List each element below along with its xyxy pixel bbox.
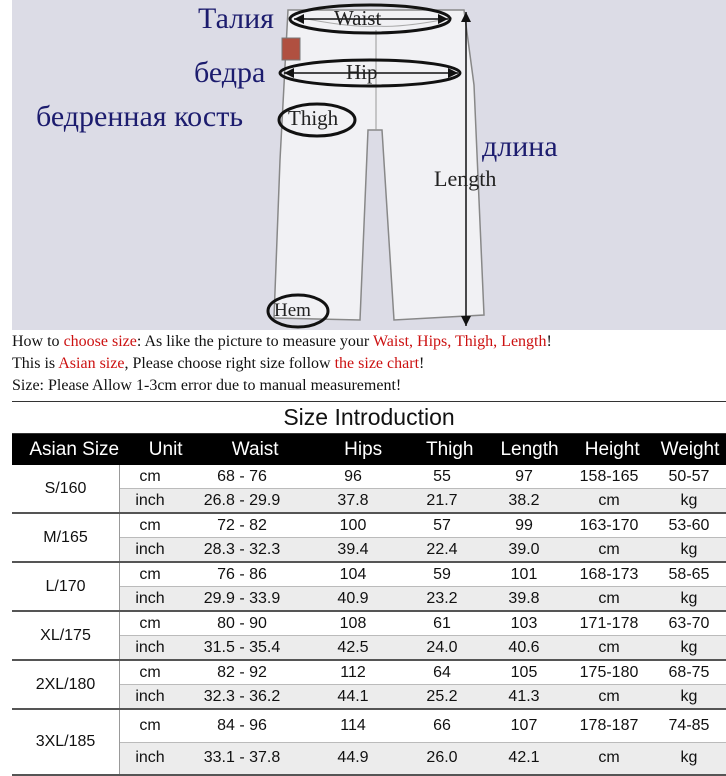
size-group [12, 465, 726, 514]
cell-hips: 100 [339, 516, 367, 534]
table-row [120, 635, 726, 659]
table-row [120, 488, 726, 512]
cell-length: 38.2 [508, 491, 540, 509]
cell-hips: 114 [340, 716, 366, 734]
table-row [120, 537, 726, 561]
cell-weight: kg [680, 540, 698, 558]
cell-weight: 53-60 [668, 516, 710, 534]
cell-thigh: 57 [433, 516, 451, 534]
cell-waist: 82 - 92 [217, 663, 267, 681]
table-header [12, 434, 726, 465]
cell-waist: 26.8 - 29.9 [203, 491, 281, 509]
table-row [120, 465, 726, 488]
cell-hips: 37.8 [337, 491, 369, 509]
header-weight: Weight [660, 439, 720, 460]
label-en-hem: Hem [274, 300, 311, 321]
cell-unit: inch [135, 749, 165, 767]
cell-unit: cm [139, 614, 161, 632]
table-row [120, 514, 726, 537]
header-asian-size: Asian Size [29, 439, 120, 460]
header-height: Height [584, 439, 640, 460]
cell-length: 40.6 [508, 638, 540, 656]
note-line-3: Size: Please Allow 1-3cm error due to manual measurement! [12, 377, 402, 394]
cell-length: 97 [515, 467, 533, 485]
label-ru-waist: Талия [198, 2, 274, 35]
cell-thigh: 66 [433, 716, 451, 734]
table-body [12, 465, 726, 776]
header-unit: Unit [148, 439, 183, 460]
cell-thigh: 22.4 [426, 540, 458, 558]
cell-waist: 68 - 76 [217, 467, 267, 485]
cell-thigh: 21.7 [426, 491, 458, 509]
table-row [120, 563, 726, 586]
cell-hips: 44.1 [337, 687, 369, 705]
size-group [12, 661, 726, 710]
size-group [12, 710, 726, 776]
header-length: Length [500, 439, 559, 460]
cell-unit: cm [139, 516, 161, 534]
cell-height: 168-173 [579, 565, 639, 583]
label-en-waist: Waist [334, 6, 382, 30]
cell-thigh: 59 [433, 565, 451, 583]
label-en-hip: Hip [346, 60, 378, 84]
cell-waist: 80 - 90 [217, 614, 267, 632]
cell-waist: 72 - 82 [217, 516, 267, 534]
cell-height: cm [598, 749, 620, 767]
cell-height: 175-180 [579, 663, 639, 681]
cell-thigh: 26.0 [426, 749, 458, 767]
size-label: XL/175 [12, 612, 120, 659]
cell-height: cm [598, 491, 620, 509]
cell-thigh: 24.0 [426, 638, 458, 656]
cell-height: cm [598, 638, 620, 656]
cell-waist: 76 - 86 [217, 565, 267, 583]
cell-unit: cm [139, 565, 161, 583]
header-thigh: Thigh [425, 439, 474, 460]
label-en-length: Length [434, 166, 497, 191]
cell-weight: kg [680, 749, 698, 767]
cell-height: 178-187 [579, 716, 639, 734]
size-label: 2XL/180 [12, 661, 120, 708]
cell-thigh: 55 [433, 467, 451, 485]
cell-waist: 33.1 - 37.8 [203, 749, 281, 767]
cell-unit: inch [135, 638, 165, 656]
cell-height: cm [598, 687, 620, 705]
measurement-diagram [12, 0, 726, 330]
cell-unit: inch [135, 540, 165, 558]
cell-height: 158-165 [579, 467, 639, 485]
size-group [12, 612, 726, 661]
cell-waist: 31.5 - 35.4 [203, 638, 281, 656]
size-label: M/165 [12, 514, 120, 561]
cell-weight: kg [680, 491, 698, 509]
cell-height: 171-178 [579, 614, 639, 632]
cell-length: 42.1 [508, 749, 540, 767]
cell-unit: inch [135, 687, 165, 705]
cell-weight: 63-70 [668, 614, 710, 632]
table-title: Size Introduction [12, 401, 726, 434]
table-row [120, 586, 726, 610]
cell-hips: 112 [340, 663, 366, 681]
table-row [120, 742, 726, 775]
cell-length: 103 [510, 614, 538, 632]
cell-unit: inch [135, 589, 165, 607]
cell-weight: kg [680, 638, 698, 656]
cell-length: 39.0 [508, 540, 540, 558]
cell-hips: 44.9 [337, 749, 369, 767]
cell-length: 107 [510, 716, 538, 734]
cell-length: 105 [510, 663, 538, 681]
cell-unit: cm [139, 467, 161, 485]
cell-weight: 50-57 [668, 467, 710, 485]
label-patch [282, 38, 300, 60]
header-waist: Waist [231, 439, 279, 460]
cell-unit: cm [139, 663, 161, 681]
label-ru-length: длина [482, 130, 558, 163]
pants-illustration [12, 0, 726, 330]
note-line-1: How to choose size: As like the picture to measure your Waist, Hips, Thigh, Length! [12, 333, 552, 350]
size-label: S/160 [12, 465, 120, 512]
label-ru-thigh: бедренная кость [36, 100, 243, 133]
cell-hips: 96 [344, 467, 362, 485]
cell-thigh: 25.2 [426, 687, 458, 705]
cell-height: cm [598, 540, 620, 558]
cell-waist: 29.9 - 33.9 [203, 589, 281, 607]
label-en-thigh: Thigh [288, 106, 339, 130]
cell-length: 99 [515, 516, 533, 534]
label-ru-hip: бедра [194, 56, 266, 89]
cell-thigh: 23.2 [426, 589, 458, 607]
cell-weight: 58-65 [668, 565, 710, 583]
cell-hips: 108 [339, 614, 367, 632]
cell-hips: 39.4 [337, 540, 369, 558]
size-label: 3XL/185 [12, 710, 120, 774]
size-table [12, 401, 726, 776]
cell-height: cm [598, 589, 620, 607]
note-line-2: This is Asian size, Please choose right size follow the size chart! [12, 355, 425, 372]
cell-length: 41.3 [508, 687, 540, 705]
size-group [12, 563, 726, 612]
cell-length: 101 [510, 565, 538, 583]
cell-hips: 42.5 [337, 638, 369, 656]
size-group [12, 514, 726, 563]
cell-weight: 74-85 [668, 716, 710, 734]
cell-thigh: 61 [433, 614, 451, 632]
cell-hips: 104 [339, 565, 367, 583]
cell-waist: 32.3 - 36.2 [203, 687, 281, 705]
table-row [120, 612, 726, 635]
cell-height: 163-170 [579, 516, 639, 534]
cell-thigh: 64 [433, 663, 451, 681]
cell-waist: 84 - 96 [217, 716, 267, 734]
cell-weight: kg [680, 687, 698, 705]
table-row [120, 710, 726, 742]
size-label: L/170 [12, 563, 120, 610]
cell-hips: 40.9 [337, 589, 369, 607]
cell-length: 39.8 [508, 589, 540, 607]
table-row [120, 684, 726, 708]
cell-weight: kg [680, 589, 698, 607]
cell-unit: inch [135, 491, 165, 509]
header-hips: Hips [344, 439, 383, 460]
cell-weight: 68-75 [668, 663, 710, 681]
cell-unit: cm [139, 716, 161, 734]
table-row [120, 661, 726, 684]
cell-waist: 28.3 - 32.3 [203, 540, 281, 558]
size-notes [12, 331, 726, 397]
